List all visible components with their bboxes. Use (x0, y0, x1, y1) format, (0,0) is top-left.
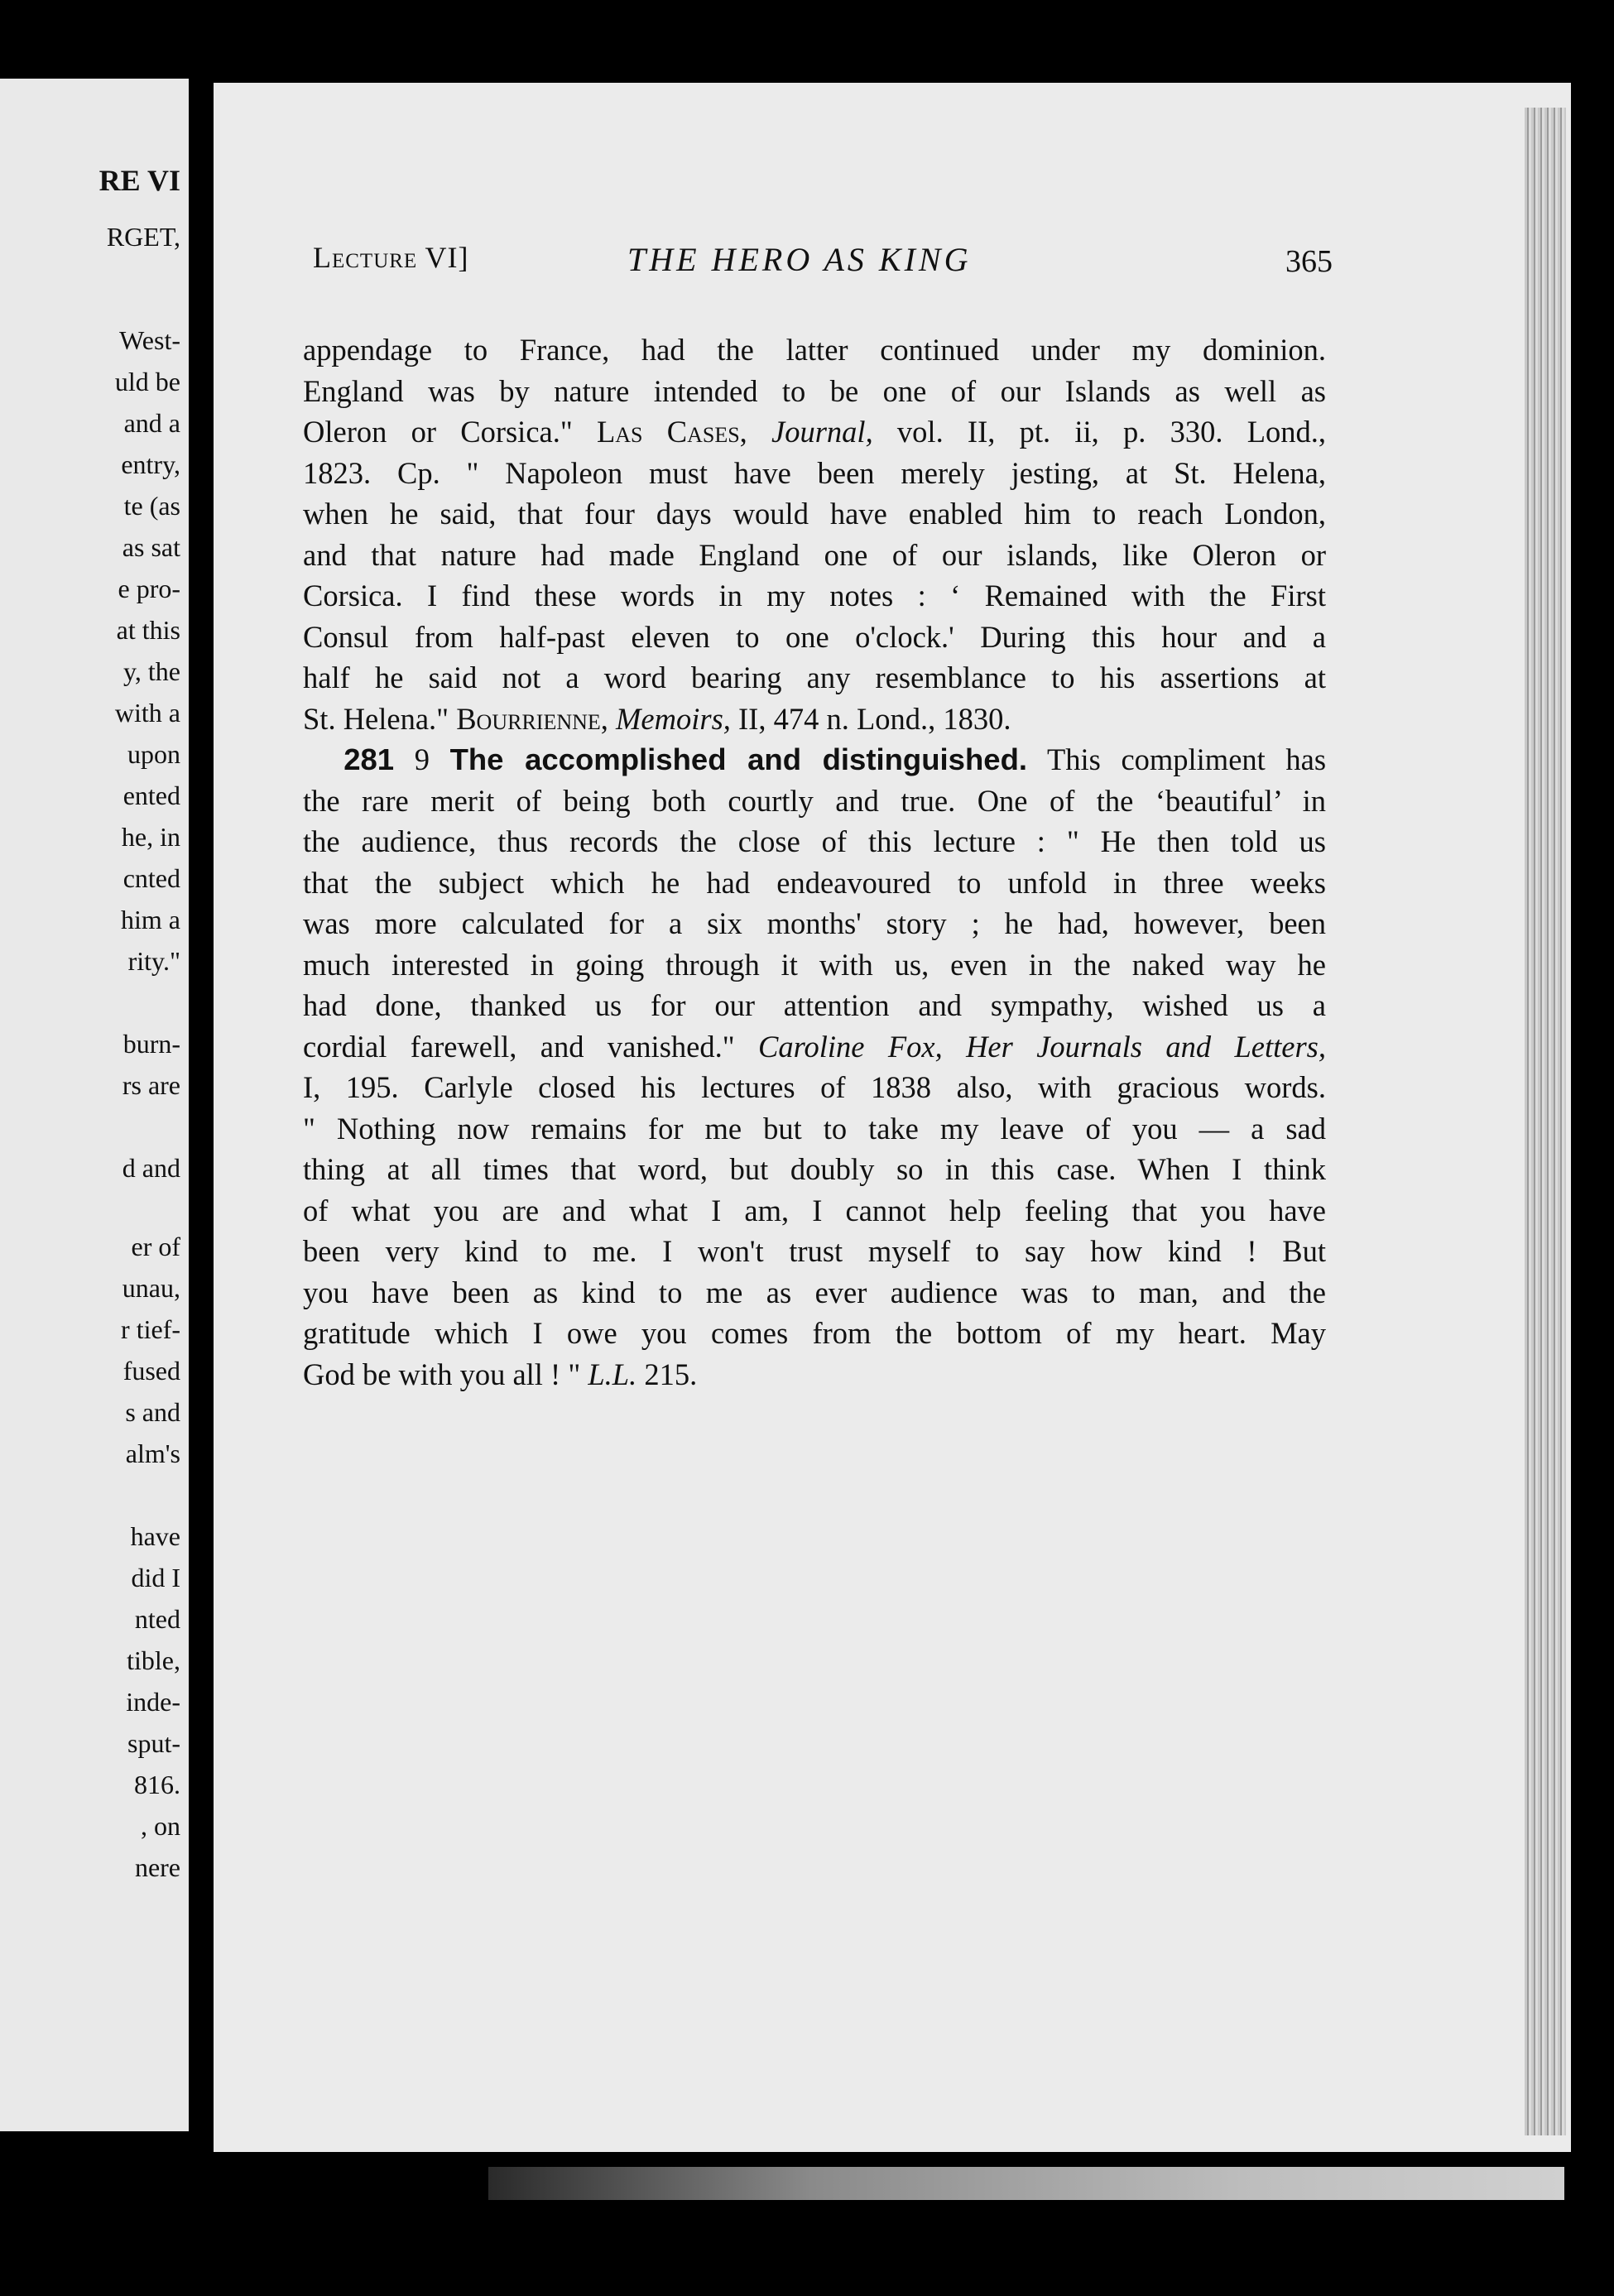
text-line: was more calculated for a six months' story ; he had, however, been (303, 906, 1326, 940)
left-page-line: d and (122, 1153, 180, 1183)
text-line: been very kind to me. I won't trust myself to say how kind ! But (303, 1234, 1326, 1268)
page-edge (1525, 108, 1566, 2135)
note-line-ref: 9 (414, 742, 430, 776)
text-line: thing at all times that word, but doubly so in this case. When I think (303, 1152, 1326, 1186)
text-line: that the subject which he had endeavoured to unfold in three weeks (303, 865, 1326, 900)
left-page-line: , on (141, 1811, 180, 1841)
left-page-line: inde- (126, 1687, 180, 1717)
page-text (303, 329, 1326, 1395)
text-line: half he said not a word bearing any resemblance to his assertions at (303, 660, 1326, 694)
text-line: England was by nature intended to be one of our Islands as well as (303, 373, 1326, 408)
running-head (313, 240, 1333, 290)
left-page-line: have (130, 1521, 180, 1551)
cite-author: Bourrienne, (456, 701, 608, 736)
left-page-line: e pro- (118, 574, 180, 603)
text-line: cordial farewell, and vanished." Caroline Fox, Her Journals and Letters, (303, 1029, 1326, 1064)
binding-shadow (488, 2167, 1564, 2200)
text-line: had done, thanked us for our attention and sympathy, wished us a (303, 988, 1326, 1022)
left-page-line: s and (125, 1397, 180, 1427)
left-page-line: West- (119, 325, 180, 355)
left-page-fragment (0, 79, 189, 2131)
note-heading-line: 281 9 The accomplished and distinguished. This compliment has (343, 742, 1327, 776)
running-head-lecture: Lecture VI] (313, 241, 469, 274)
left-page-line: unau, (122, 1273, 180, 1303)
note-number: 281 (343, 742, 395, 776)
running-head-title: THE HERO AS KING (627, 241, 972, 278)
text-line: Oleron or Corsica." Las Cases, Journal, vol. II, pt. ii, p. 330. Lond., (303, 415, 1326, 449)
left-page-line: tible, (127, 1645, 180, 1675)
left-page-line: cnted (122, 863, 180, 893)
left-page-line: did I (131, 1563, 180, 1592)
text-line: of what you are and what I am, I cannot help feeling that you have (303, 1193, 1326, 1227)
cite-author: Las Cases, (596, 415, 747, 449)
text-line: much interested in going through it with us, even in the naked way he (303, 947, 1326, 982)
text-line: Corsica. I find these words in my notes : ‘ Remained with the First (303, 579, 1326, 612)
left-page-line: y, the (122, 656, 180, 686)
text-line: and that nature had made England one of our islands, like Oleron or (303, 537, 1326, 572)
left-page-line: with a (114, 698, 180, 728)
left-page-line: 816. (134, 1770, 180, 1799)
left-page-line: at this (116, 615, 180, 645)
left-page-line: te (as (123, 491, 180, 521)
left-page-line: rs are (122, 1070, 180, 1100)
text-line: you have been as kind to me as ever audience was to man, and the (303, 1275, 1326, 1309)
left-page-line: entry, (121, 449, 180, 479)
left-page-line: and a (123, 408, 180, 438)
left-page-line: sput- (127, 1728, 180, 1758)
text-line: the audience, thus records the close of this lecture : " He then told us (303, 824, 1326, 858)
cite-work: Caroline Fox, Her Journals and Letters, (758, 1029, 1326, 1064)
note-lemma: The accomplished and distinguished. (449, 742, 1028, 776)
left-page-line: nted (134, 1604, 180, 1634)
page-number: 365 (1285, 244, 1333, 279)
left-page-line: fused (122, 1356, 180, 1386)
left-page-line: RE VI (98, 164, 180, 197)
left-page-line: alm's (125, 1439, 180, 1468)
left-page-line: ented (122, 781, 180, 810)
text-line: gratitude which I owe you comes from the bottom of my heart. May (303, 1316, 1326, 1350)
cite-work: Journal, (771, 415, 873, 449)
text-line: I, 195. Carlyle closed his lectures of 1838 also, with gracious words. (303, 1070, 1326, 1104)
left-page-line: nere (134, 1852, 180, 1882)
left-page-line: he, in (121, 822, 180, 852)
text-line: 1823. Cp. " Napoleon must have been merely jesting, at St. Helena, (303, 455, 1326, 490)
left-page-line: er of (131, 1232, 180, 1261)
cite-work: L.L. (588, 1357, 637, 1391)
text-line: when he said, that four days would have enabled him to reach London, (303, 497, 1326, 531)
left-page-line: rity." (127, 946, 180, 976)
cite-work: Memoirs, (616, 701, 731, 736)
text-line: God be with you all ! " L.L. 215. (303, 1357, 698, 1391)
left-page-line: uld be (114, 367, 180, 396)
text-line: Consul from half-past eleven to one o'clock.' During this hour and a (303, 619, 1326, 654)
text-line: " Nothing now remains for me but to take my leave of you — a sad (303, 1111, 1326, 1146)
left-page-line: r tief- (121, 1314, 180, 1344)
text-line: St. Helena." Bourrienne, Memoirs, II, 474 n. Lond., 1830. (303, 701, 1011, 736)
text-line: appendage to France, had the latter continued under my dominion. (303, 333, 1326, 367)
text-line: the rare merit of being both courtly and true. One of the ‘beautiful’ in (303, 783, 1326, 818)
left-page-line: him a (121, 905, 180, 934)
left-page-line: as sat (122, 532, 180, 562)
left-page-line: RGET, (106, 222, 180, 252)
left-page-line: upon (127, 739, 180, 769)
left-page-line: burn- (122, 1029, 180, 1059)
